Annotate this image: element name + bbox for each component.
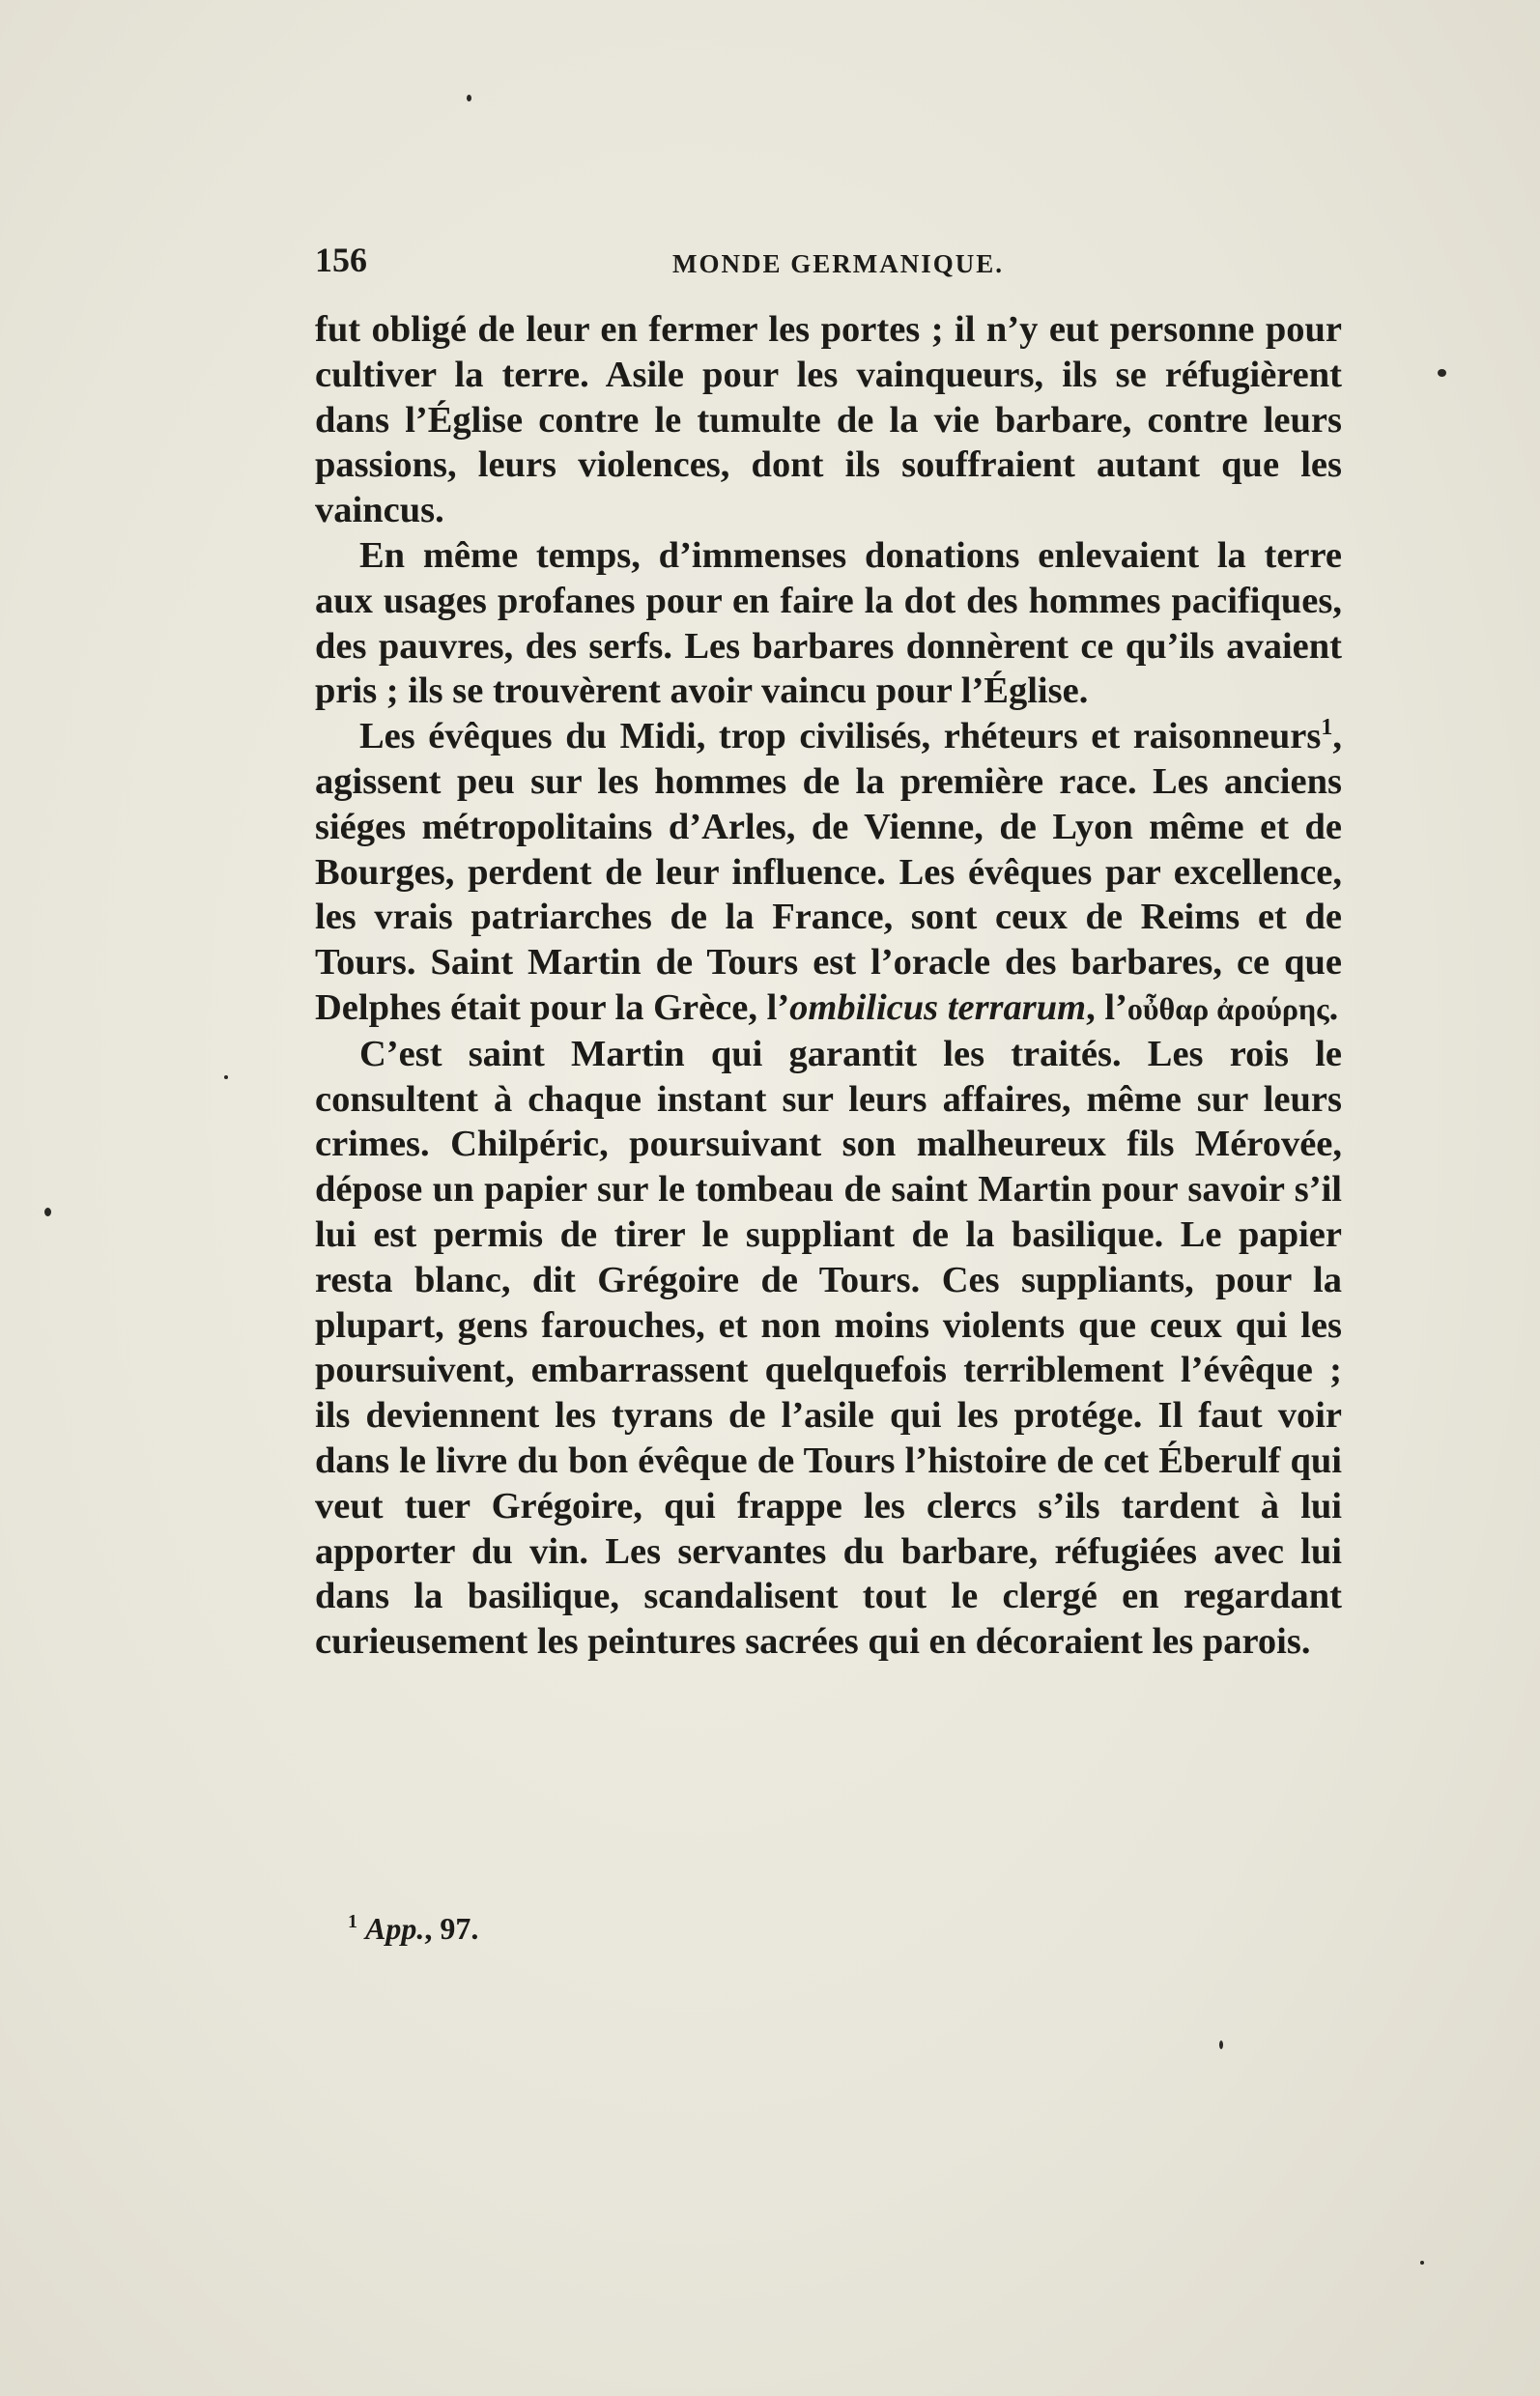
running-title: MONDE GERMANIQUE. <box>672 249 1004 278</box>
page-number: 156 <box>315 241 367 279</box>
ink-speck <box>1420 2261 1424 2265</box>
latin-phrase: ombilicus terrarum <box>789 986 1087 1028</box>
paragraph-3-part-2: , agissent peu sur les hommes de la première race. Les anciens siéges métropolitains d’Arles, de Vienne, de Lyon même et de Bourges, perdent de leur influence. Les évêques par excellence, les vrais patriarches de la France, sont ceux de Reims et de Tours. Saint Martin de Tours est l’oracle des barbares, ce que Delphes était pour la Grèce, l’ <box>315 716 1342 1028</box>
footnote <box>348 1911 478 1947</box>
ink-speck <box>224 1075 228 1079</box>
footnote-marker: 1 <box>348 1911 357 1933</box>
greek-phrase: οὖθαρ ἀρούρης <box>1126 990 1329 1026</box>
ink-speck <box>467 95 471 101</box>
footnote-reference: 1 <box>1321 715 1333 741</box>
ink-speck <box>1219 2040 1223 2049</box>
paragraph-3 <box>315 714 1342 1032</box>
ink-speck <box>1438 369 1446 377</box>
paragraph-3-part-1: Les évêques du Midi, trop civilisés, rhéteurs et raisonneurs <box>359 716 1322 757</box>
body-text <box>315 307 1342 1665</box>
paragraph-2: En même temps, d’immenses donations enlevaient la terre aux usages profanes pour en faire la dot des hommes pacifiques, des pauvres, des serfs. Les barbares donnèrent ce qu’ils avaient pris ; ils se trouvèrent avoir vaincu pour l’Église. <box>315 534 1342 712</box>
paragraph-1: fut obligé de leur en fermer les portes ; il n’y eut personne pour cultiver la terre. Asile pour les vainqueurs, ils se réfugièrent dans l’Église contre le tumulte de la vie barbare, contre leurs passions, leurs violences, dont ils souffraient autant que les vaincus. <box>315 309 1342 531</box>
footnote-source: App. <box>365 1911 425 1946</box>
page-header <box>315 240 1339 288</box>
paragraph-3-end: . <box>1328 986 1339 1028</box>
paragraph-3-part-3: , l’ <box>1086 986 1127 1028</box>
ink-speck <box>44 1208 51 1216</box>
paragraph-4: C’est saint Martin qui garantit les traités. Les rois le consultent à chaque instant sur leurs affaires, même sur leurs crimes. Chilpéric, poursuivant son malheureux fils Mérovée, dépose un papier sur le tombeau de saint Martin pour savoir s’il lui est permis de tirer le suppliant de la basilique. Le papier resta blanc, dit Grégoire de Tours. Ces suppliants, pour la plupart, gens farouches, et non moins violents que ceux qui les poursuivent, embarrassent quelquefois terriblement l’évêque ; ils deviennent les tyrans de l’asile qui les protége. Il faut voir dans le livre du bon évêque de Tours l’histoire de cet Éberulf qui veut tuer Grégoire, qui frappe les clercs s’ils tardent à lui apporter du vin. Les servantes du barbare, réfugiées avec lui dans la basilique, scandalisent tout le clergé en regardant curieusement les peintures sacrées qui en décoraient les parois. <box>315 1033 1342 1663</box>
footnote-text: , 97. <box>424 1911 479 1946</box>
